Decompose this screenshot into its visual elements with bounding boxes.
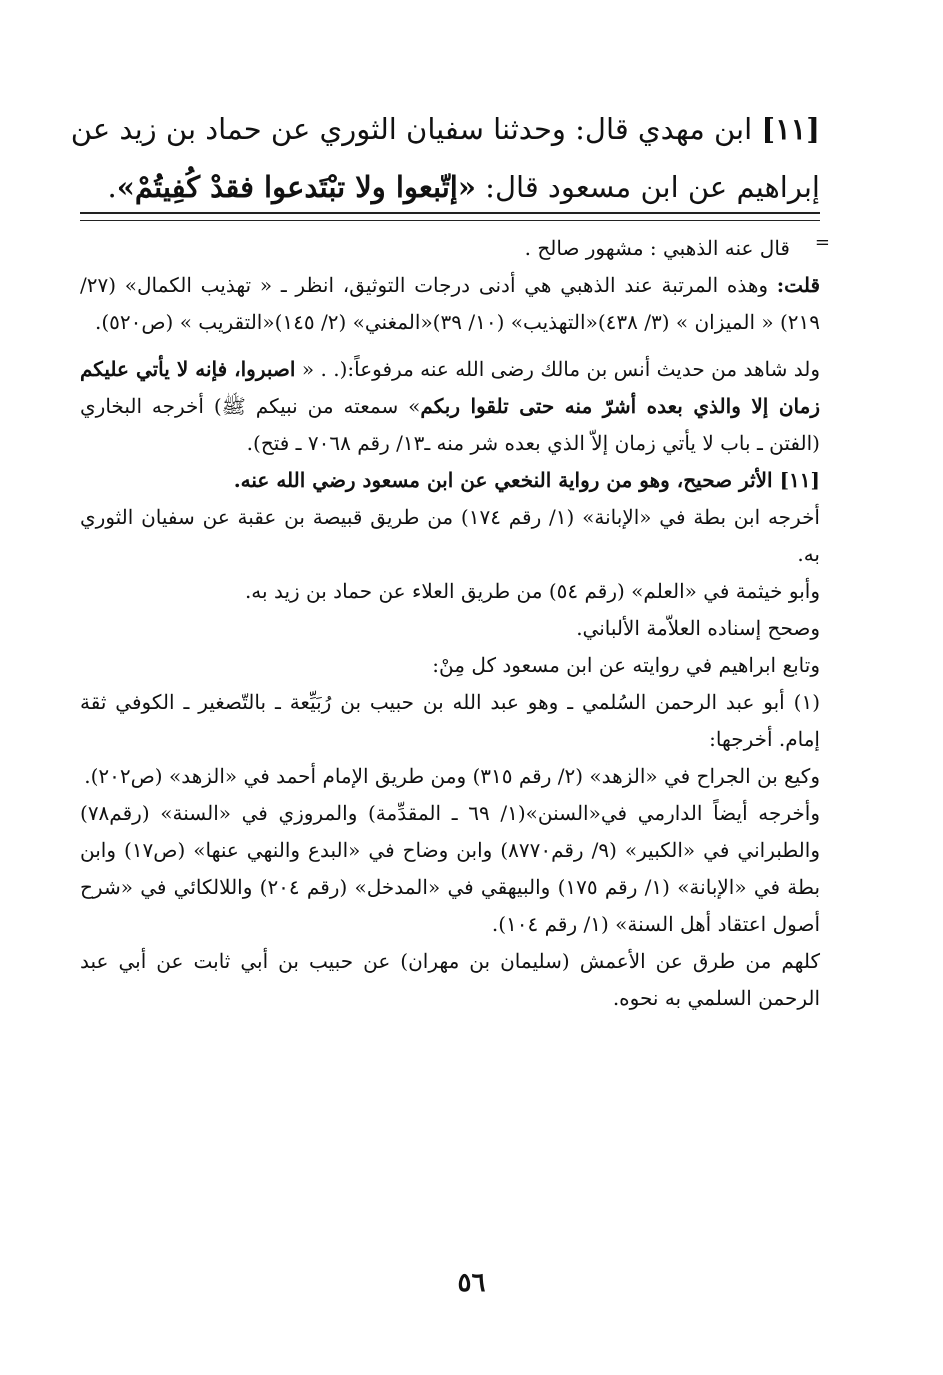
note-mutaba: وتابع ابراهيم في روايته عن ابن مسعود كل مِنْ: [432, 653, 820, 677]
separator-rule [80, 212, 820, 214]
note-qult-lead: قلت: [776, 273, 820, 297]
note-shahid-hadith: اصبروا، فإنه لا يأتي عليكم زمان إلا والذي بعده أشرّ منه حتى تلقوا ربكم [80, 357, 821, 418]
note-qult [80, 267, 820, 341]
note-shahid [80, 351, 820, 462]
note-shahid-a: ولد شاهد من حديث أنس بن مالك رضى الله عنه مرفوعاً:(. . « [295, 357, 820, 381]
main-text [70, 100, 820, 216]
note-qult-text: وهذه المرتبة عند الذهبي هي أدنى درجات التوثيق، انظر ـ « تهذيب الكمال» (٢٧/ ٢١٩) « الميزان » (٣/ ٤٣٨)«التهذيب» (١٠/ ٣٩)«المغني» (٢/ ١٤٥)«التقريب » (ص٥٢٠). [80, 273, 820, 334]
main-line-2-end: . [107, 170, 117, 204]
note-albani: وصحح إسناده العلاّمة الألباني. [576, 616, 820, 640]
note-sulami: (١) أبو عبد الرحمن السُلمي ـ وهو عبد الله بن حبيب بن رُبَيِّعة ـ بالتّصغير ـ الكوفي ثقة إمام. أخرجها: [80, 690, 820, 751]
footnotes [80, 230, 830, 1017]
note-shahid-c: » سمعته من نبيكم ﷺ) أخرجه البخاري (الفتن ـ باب لا يأتي زمان إلاّ الذي بعده شر منه ـ١٣/ رقم ٧٠٦٨ ـ فتح). [80, 394, 820, 455]
separator-rule-thin [80, 220, 820, 221]
note-takhrij: وأخرجه أيضاً الدارمي في«السنن»(١/ ٦٩ ـ المقدِّمة) والمروزي في «السنة» (رقم٧٨) والطبراني في «الكبير» (٩/ رقم٨٧٧٠) وابن وضاح في «البدع والنهي عنها» (ص١٧) وابن بطة في «الإبانة» (١/ رقم ١٧٥) والبيهقي في «المدخل» (رقم ٢٠٤) واللالكائي في «شرح أصول اعتقاد أهل السنة» (١/ رقم ١٠٤). [80, 801, 821, 936]
note-dhahabi: قال عنه الذهبي : مشهور صالح . [524, 236, 790, 260]
narration-number: [١١] [761, 112, 820, 146]
main-quote: «إتّبعوا ولا تبْتَدعوا فقدْ كُفِيتُمْ» [116, 170, 476, 204]
note-athar-heading: [١١] الأثر صحيح، وهو من رواية النخعي عن ابن مسعود رضي الله عنه. [233, 468, 820, 492]
main-line-2 [80, 158, 820, 216]
page-number: ٥٦ [457, 1268, 486, 1298]
note-waki: وكيع بن الجراح في «الزهد» (٢/ رقم ٣١٥) ومن طريق الإمام أحمد في «الزهد» (ص٢٠٢). [84, 764, 820, 788]
note-turuq: كلهم من طرق عن الأعمش (سليمان بن مهران) عن حبيب بن أبي ثابت عن أبي عبد الرحمن السلمي به نحوه. [80, 949, 820, 1010]
main-line-1 [70, 100, 820, 158]
main-line-2-text: إبراهيم عن ابن مسعود قال: [475, 170, 820, 204]
continuation-mark: = [814, 232, 830, 253]
note-abu-khaythama: وأبو خيثمة في «العلم» (رقم ٥٤) من طريق العلاء عن حماد بن زيد به. [244, 579, 820, 603]
note-ibn-batta: أخرجه ابن بطة في «الإبانة» (١/ رقم ١٧٤) من طريق قبيصة بن عقبة عن سفيان الثوري به. [80, 505, 820, 566]
main-line-1-text: ابن مهدي قال: وحدثنا سفيان الثوري عن حماد بن زيد عن [70, 112, 762, 146]
